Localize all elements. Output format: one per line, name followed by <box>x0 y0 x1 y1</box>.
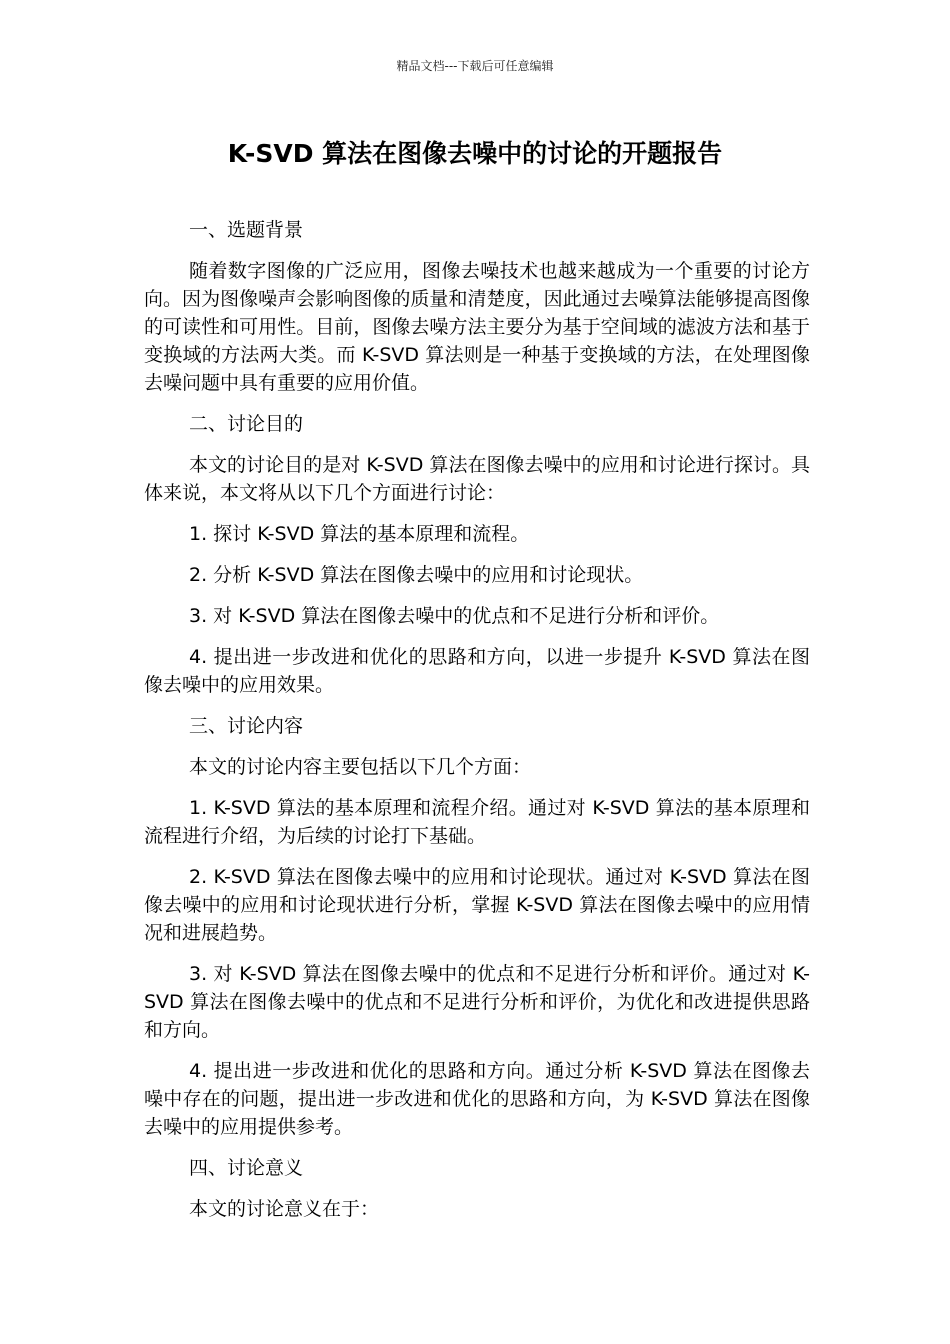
content-list-item-4: 4. 提出进一步改进和优化的思路和方向。通过分析 K-SVD 算法在图像去噪中存在的问题，提出进一步改进和优化的思路和方向，为 K-SVD 算法在图像去噪中的应用提供参考。 <box>144 1060 810 1138</box>
paragraph-background: 随着数字图像的广泛应用，图像去噪技术也越来越成为一个重要的讨论方向。因为图像噪声会影响图像的质量和清楚度，因此通过去噪算法能够提高图像的可读性和可用性。目前，图像去噪方法主要分为基于空间域的滤波方法和基于变换域的方法两大类。而 K-SVD 算法则是一种基于变换域的方法，在处理图像去噪问题中具有重要的应用价值。 <box>144 260 810 394</box>
purpose-list-item-3: 3. 对 K-SVD 算法在图像去噪中的优点和不足进行分析和评价。 <box>189 605 720 627</box>
section-heading-purpose: 二、讨论目的 <box>189 413 304 435</box>
document-title: K-SVD 算法在图像去噪中的讨论的开题报告 <box>227 139 723 168</box>
purpose-list-item-1: 1. 探讨 K-SVD 算法的基本原理和流程。 <box>189 523 530 545</box>
paragraph-significance-intro: 本文的讨论意义在于： <box>189 1198 380 1220</box>
document-body <box>144 216 810 1236</box>
content-list-item-1: 1. K-SVD 算法的基本原理和流程介绍。通过对 K-SVD 算法的基本原理和流程进行介绍，为后续的讨论打下基础。 <box>144 797 810 847</box>
section-heading-significance: 四、讨论意义 <box>189 1157 304 1179</box>
header-note: 精品文档---下载后可任意编辑 <box>396 59 554 73</box>
purpose-list-item-4: 4. 提出进一步改进和优化的思路和方向，以进一步提升 K-SVD 算法在图像去噪中的应用效果。 <box>144 646 810 696</box>
section-heading-background: 一、选题背景 <box>189 219 304 241</box>
paragraph-content-intro: 本文的讨论内容主要包括以下几个方面： <box>189 756 532 778</box>
section-heading-content: 三、讨论内容 <box>189 715 304 737</box>
content-list-item-2: 2. K-SVD 算法在图像去噪中的应用和讨论现状。通过对 K-SVD 算法在图像去噪中的应用和讨论现状进行分析，掌握 K-SVD 算法在图像去噪中的应用情况和进展趋势。 <box>144 866 810 944</box>
purpose-list-item-2: 2. 分析 K-SVD 算法在图像去噪中的应用和讨论现状。 <box>189 564 644 586</box>
content-list-item-3: 3. 对 K-SVD 算法在图像去噪中的优点和不足进行分析和评价。通过对 K-SVD 算法在图像去噪中的优点和不足进行分析和评价，为优化和改进提供思路和方向。 <box>144 963 810 1041</box>
paragraph-purpose-intro: 本文的讨论目的是对 K-SVD 算法在图像去噪中的应用和讨论进行探讨。具体来说，本文将从以下几个方面进行讨论： <box>144 454 810 504</box>
